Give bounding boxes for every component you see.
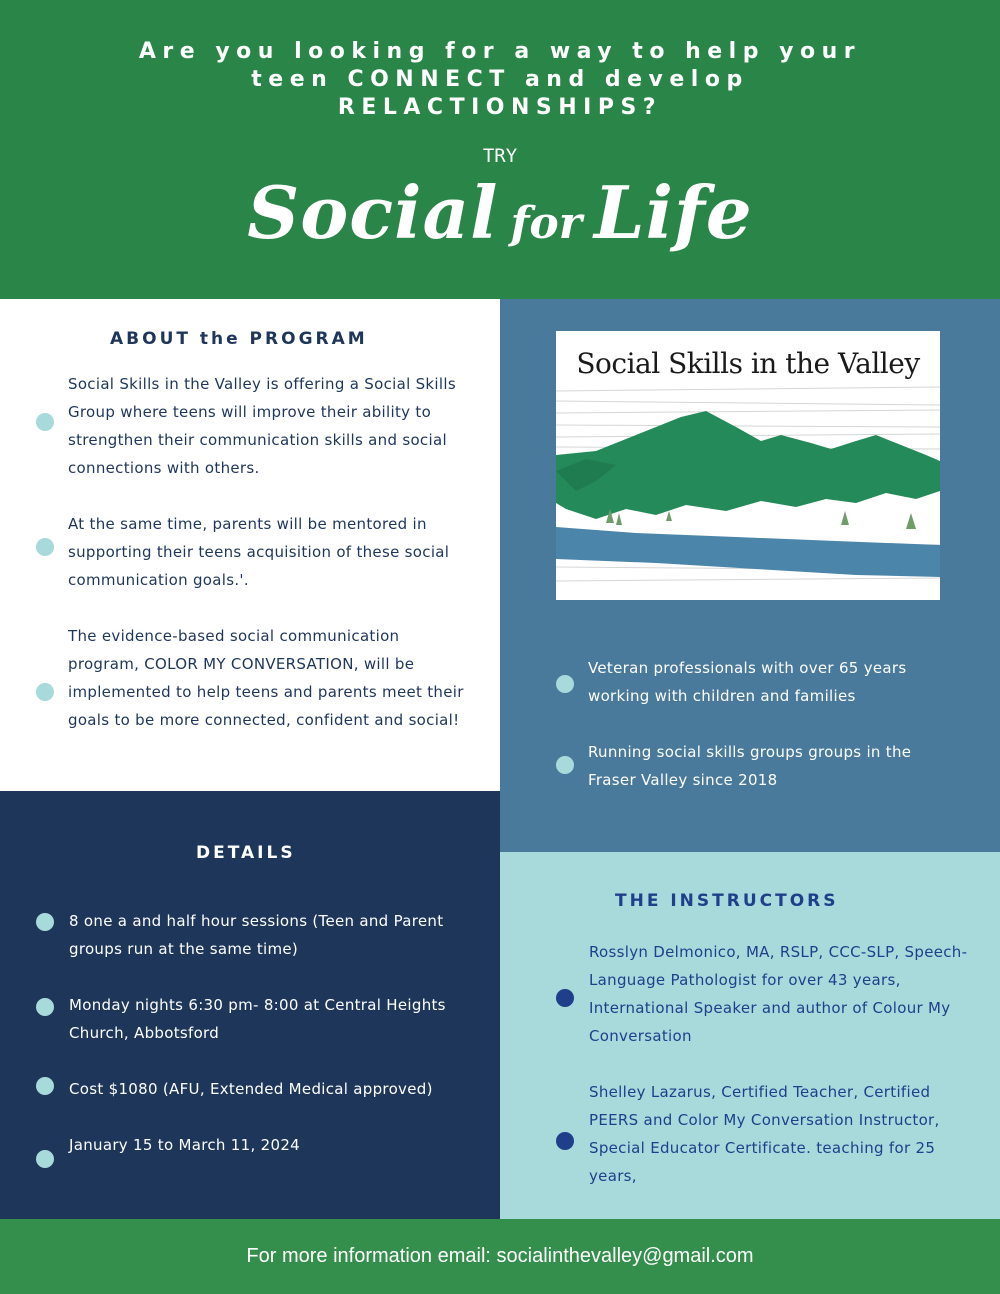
highlight-item: Veteran professionals with over 65 years working with children and families	[588, 659, 907, 705]
details-item: 8 one a and half hour sessions (Teen and Parent groups run at the same time)	[69, 912, 444, 958]
bullet-dot	[36, 683, 54, 701]
footer-contact: For more information email: socialinthevalley@gmail.com	[0, 1219, 1000, 1294]
brand-word-for: for	[510, 198, 582, 249]
bullet-dot	[556, 1132, 574, 1150]
details-section	[0, 791, 500, 1219]
bullet-dot	[36, 913, 54, 931]
header-banner	[0, 0, 1000, 299]
about-section	[0, 299, 500, 791]
details-item: Cost $1080 (AFU, Extended Medical approved)	[69, 1080, 433, 1098]
about-title: ABOUT the PROGRAM	[110, 329, 368, 349]
bullet-dot	[556, 989, 574, 1007]
about-item: Social Skills in the Valley is offering a Social Skills Group where teens will improve their ability to strengthen their communication skills and social connections with others.	[68, 375, 456, 477]
bullet-dot	[36, 1150, 54, 1168]
logo-title: Social Skills in the Valley	[576, 347, 920, 380]
instructors-section	[500, 852, 1000, 1219]
brand-title	[0, 170, 1000, 255]
about-item: The evidence-based social communication program, COLOR MY CONVERSATION, will be implemented to help teens and parents meet their goals to be more connected, confident and social!	[68, 627, 464, 729]
highlight-item: Running social skills groups groups in the Fraser Valley since 2018	[588, 743, 912, 789]
bullet-dot	[556, 756, 574, 774]
bullet-dot	[556, 675, 574, 693]
bullet-dot	[36, 1077, 54, 1095]
brand-word-life: Life	[593, 170, 753, 255]
details-title: DETAILS	[196, 843, 296, 863]
bullet-dot	[36, 998, 54, 1016]
bullet-dot	[36, 538, 54, 556]
try-label: TRY	[482, 145, 518, 167]
details-item: Monday nights 6:30 pm- 8:00 at Central Heights Church, Abbotsford	[69, 996, 446, 1042]
bullet-dot	[36, 413, 54, 431]
tagline: Are you looking for a way to help your teen CONNECT and develop RELACTIONSHIPS?	[138, 39, 862, 120]
social-skills-logo	[556, 331, 940, 600]
about-item: At the same time, parents will be mentored in supporting their teens acquisition of these social communication goals.'.	[68, 515, 450, 589]
instructors-title: THE INSTRUCTORS	[615, 891, 839, 911]
instructor-item: Shelley Lazarus, Certified Teacher, Certified PEERS and Color My Conversation Instructor, Special Educator Certificate. teaching for 25 years,	[589, 1083, 940, 1185]
instructor-item: Rosslyn Delmonico, MA, RSLP, CCC-SLP, Speech-Language Pathologist for over 43 years, International Speaker and author of Colour My Conversation	[589, 943, 968, 1045]
highlights-section	[500, 299, 1000, 852]
brand-word-social: Social	[247, 170, 499, 255]
details-item: January 15 to March 11, 2024	[69, 1136, 301, 1154]
